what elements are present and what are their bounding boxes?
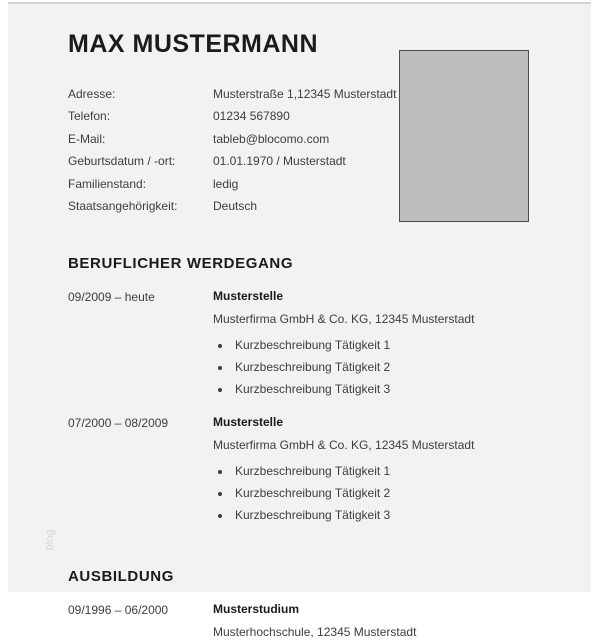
entry-organization: Musterfirma GmbH & Co. KG, 12345 Musterstadt (213, 312, 475, 327)
section-beruflicher-werdegang (68, 255, 591, 526)
cv-entry (68, 414, 591, 526)
entry-body (213, 601, 591, 643)
entry-date-range: 09/1996 – 06/2000 (68, 603, 169, 618)
cv-entry (68, 601, 591, 643)
entry-bullet: • Kurzbeschreibung Tätigkeit 3 (232, 378, 591, 400)
contact-value: 01234 567890 (213, 109, 290, 124)
entry-date-range: 09/2009 – heute (68, 290, 155, 305)
section-title: BERUFLICHER WERDEGANG (68, 255, 294, 273)
entry-bullet: • Kurzbeschreibung Tätigkeit 2 (232, 482, 591, 504)
entry-body (213, 288, 591, 400)
contact-value: ledig (213, 176, 239, 191)
contact-value: 01.01.1970 / Musterstadt (213, 154, 346, 169)
contact-value: Deutsch (213, 199, 258, 214)
entry-bullet: • Kurzbeschreibung Tätigkeit 2 (232, 356, 591, 378)
watermark-text: blog (44, 529, 56, 551)
entry-bullet: • Kurzbeschreibung Tätigkeit 1 (232, 334, 591, 356)
entry-role: Musterstudium (213, 602, 300, 617)
section-title: AUSBILDUNG (68, 568, 174, 586)
contact-value: tableb@blocomo.com (213, 131, 330, 146)
contact-label: Staatsangehörigkeit: (68, 199, 178, 214)
cv-sections (68, 255, 591, 643)
entry-role: Musterstelle (213, 289, 284, 304)
entry-organization: Musterfirma GmbH & Co. KG, 12345 Musterstadt (213, 438, 475, 453)
contact-label: Adresse: (68, 87, 116, 101)
cv-page (8, 2, 591, 640)
entry-body (213, 414, 591, 526)
entry-bullet: • Kurzbeschreibung Tätigkeit 1 (232, 460, 591, 482)
contact-label: Geburtsdatum / -ort: (68, 154, 176, 169)
contact-value: Musterstraße 1,12345 Musterstadt (213, 87, 397, 101)
contact-label: E-Mail: (68, 131, 106, 146)
cv-entry (68, 288, 591, 400)
entry-organization: Musterhochschule, 12345 Musterstadt (213, 625, 417, 640)
entry-bullet: • Kurzbeschreibung Tätigkeit 3 (232, 504, 591, 526)
photo-placeholder (399, 50, 529, 222)
entry-bullet-list (232, 460, 591, 526)
section-ausbildung (68, 568, 591, 643)
contact-label: Telefon: (68, 109, 111, 124)
contact-label: Familienstand: (68, 176, 147, 191)
page-title: MAX MUSTERMANN (68, 30, 319, 58)
entry-date-range: 07/2000 – 08/2009 (68, 416, 169, 431)
entry-bullet-list (232, 334, 591, 400)
entry-role: Musterstelle (213, 415, 284, 430)
